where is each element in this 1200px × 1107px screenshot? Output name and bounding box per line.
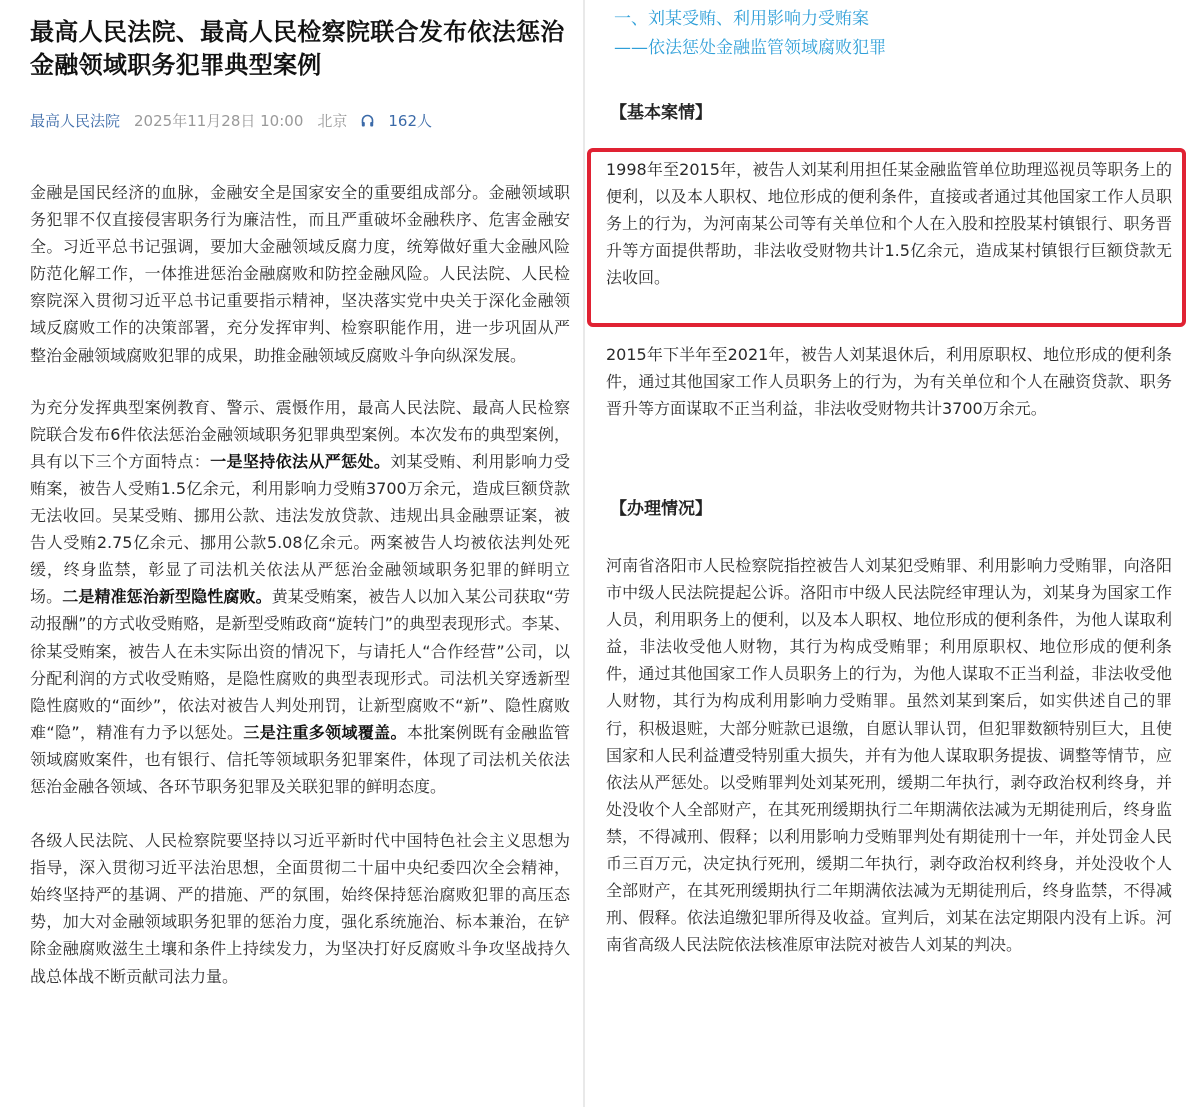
article-meta xyxy=(30,108,570,132)
facts-paragraph-2: 2015年下半年至2021年，被告人刘某退休后，利用原职权、地位形成的便利条件，通过其他国家工作人员职务上的行为，为有关单位和个人在融资贷款、职务晋升等方面谋取不正当利益，非法收受财物共计3700万余元。 xyxy=(606,345,1172,419)
feature-one-heading: 一是坚持依法从严惩处。 xyxy=(210,451,391,471)
features-text-a: 为充分发挥典型案例教育、警示、震慑作用，最高人民法院、最高人民检察院联合发布6件依法惩治金融领域职务犯罪典型案例。本次发布的典型案例，具有以下三个方面特点： xyxy=(30,397,570,471)
facts-paragraph-1: 1998年至2015年，被告人刘某利用担任某金融监管单位助理巡视员等职务上的便利，以及本人职权、地位形成的便利条件，直接或者通过其他国家工作人员职务上的行为，为河南某公司等有关单位和个人在入股和控股某村镇银行、职务晋升等方面提供帮助，非法收受财物共计1.5亿余元，造成某村镇银行巨额贷款无法收回。 xyxy=(606,160,1172,288)
listen-button[interactable] xyxy=(361,110,446,131)
listener-count: 162人 xyxy=(388,111,433,130)
features-text-d: 黄某受贿案，被告人以加入某公司获取“劳动报酬”的方式收受贿赂，是新型受贿政商“旋转门”的典型表现形式。李某、徐某受贿案，被告人在未实际出资的情况下，与请托人“合作经营”公司，以分配利润的方式收受贿赂，是隐性腐败的典型表现形式。司法机关穿透新型隐性腐败的“面纱”，依法对被告人判处刑罚，让新型腐败不“新”、隐性腐败难“隐”，精准有力予以惩处。 xyxy=(30,587,570,742)
headphones-icon xyxy=(361,114,374,127)
feature-two-heading: 二是精准惩治新型隐性腐败。 xyxy=(62,587,272,607)
left-column xyxy=(30,16,570,990)
section-basic-facts: 【基本案情】 xyxy=(610,103,712,123)
case-subheading: ——依法惩处金融监管领域腐败犯罪 xyxy=(614,38,886,58)
closing-paragraph: 各级人民法院、人民检察院要坚持以习近平新时代中国特色社会主义思想为指导，深入贯彻习近平法治思想，全面贯彻二十届中央纪委四次全会精神，始终坚持严的基调、严的措施、严的氛围，始终保持惩治腐败犯罪的高压态势，加大对金融领域职务犯罪的惩治力度，强化系统施治、标本兼治，在铲除金融腐败滋生土壤和条件上持续发力，为坚决打好反腐败斗争攻坚战持久战总体战不断贡献司法力量。 xyxy=(30,831,570,986)
feature-three-heading: 三是注重多领域覆盖。 xyxy=(243,722,407,742)
case-heading: 一、刘某受贿、利用影响力受贿案 xyxy=(614,9,869,29)
publish-datetime: 2025年11月28日 10:00 xyxy=(134,111,304,130)
features-paragraph xyxy=(30,394,570,800)
features-text-c: 刘某受贿、利用影响力受贿案，被告人受贿1.5亿余元，利用影响力受贿3700万余元，造成巨额贷款无法收回。吴某受贿、挪用公款、违法发放贷款、违规出具金融票证案，被告人受贿2.75亿余元、挪用公款5.08亿余元。两案被告人均被依法判处死缓，终身监禁，彰显了司法机关依法从严惩治金融领域职务犯罪的鲜明立场。 xyxy=(30,451,570,607)
column-divider xyxy=(583,0,585,1107)
features-text-e: 本批案例既有金融监管领域腐败案件，也有银行、信托等领域职务犯罪案件，体现了司法机关依法惩治金融各领域、各环节职务犯罪及关联犯罪的鲜明态度。 xyxy=(30,722,570,796)
intro-paragraph: 金融是国民经济的血脉，金融安全是国家安全的重要组成部分。金融领域职务犯罪不仅直接侵害职务行为廉洁性，而且严重破坏金融秩序、危害金融安全。习近平总书记强调，要加大金融领域反腐力度，统筹做好重大金融风险防范化解工作，一体推进惩治金融腐败和防控金融风险。人民法院、人民检察院深入贯彻习近平总书记重要指示精神，坚决落实党中央关于深化金融领域反腐败工作的决策部署，充分发挥审判、检察职能作用，进一步巩固从严整治金融领域腐败犯罪的成果，助推金融领域反腐败斗争向纵深发展。 xyxy=(30,183,570,365)
article-title: 最高人民法院、最高人民检察院联合发布依法惩治金融领域职务犯罪典型案例 xyxy=(30,18,565,79)
section-handling: 【办理情况】 xyxy=(610,499,712,519)
handling-paragraph: 河南省洛阳市人民检察院指控被告人刘某犯受贿罪、利用影响力受贿罪，向洛阳市中级人民法院提起公诉。洛阳市中级人民法院经审理认为，刘某身为国家工作人员，利用职务上的便利，以及本人职权、地位形成的便利条件，为他人谋取利益，非法收受他人财物，其行为构成受贿罪；利用原职权、地位形成的便利条件，通过其他国家工作人员职务上的行为，为他人谋取不正当利益，非法收受他人财物，其行为构成利用影响力受贿罪。虽然刘某到案后，如实供述自己的罪行，积极退赃，大部分赃款已退缴，自愿认罪认罚，但犯罪数额特别巨大，且使国家和人民利益遭受特别重大损失，并有为他人谋取职务提拔、调整等情节，应依法从严惩处。以受贿罪判处刘某死刑，缓期二年执行，剥夺政治权利终身，并处没收个人全部财产，在其死刑缓期执行二年期满依法减为无期徒刑后，终身监禁，不得减刑、假释；以利用影响力受贿罪判处有期徒刑十一年，并处罚金人民币三百万元，决定执行死刑，缓期二年执行，剥夺政治权利终身，并处没收个人全部财产，在其死刑缓期执行二年期满依法减为无期徒刑后，终身监禁，不得减刑、假释。依法追缴犯罪所得及收益。宣判后，刘某在法定期限内没有上诉。河南省高级人民法院依法核准原审法院对被告人刘某的判决。 xyxy=(606,556,1172,955)
source-link[interactable]: 最高人民法院 xyxy=(30,111,121,130)
publish-location: 北京 xyxy=(317,111,348,130)
